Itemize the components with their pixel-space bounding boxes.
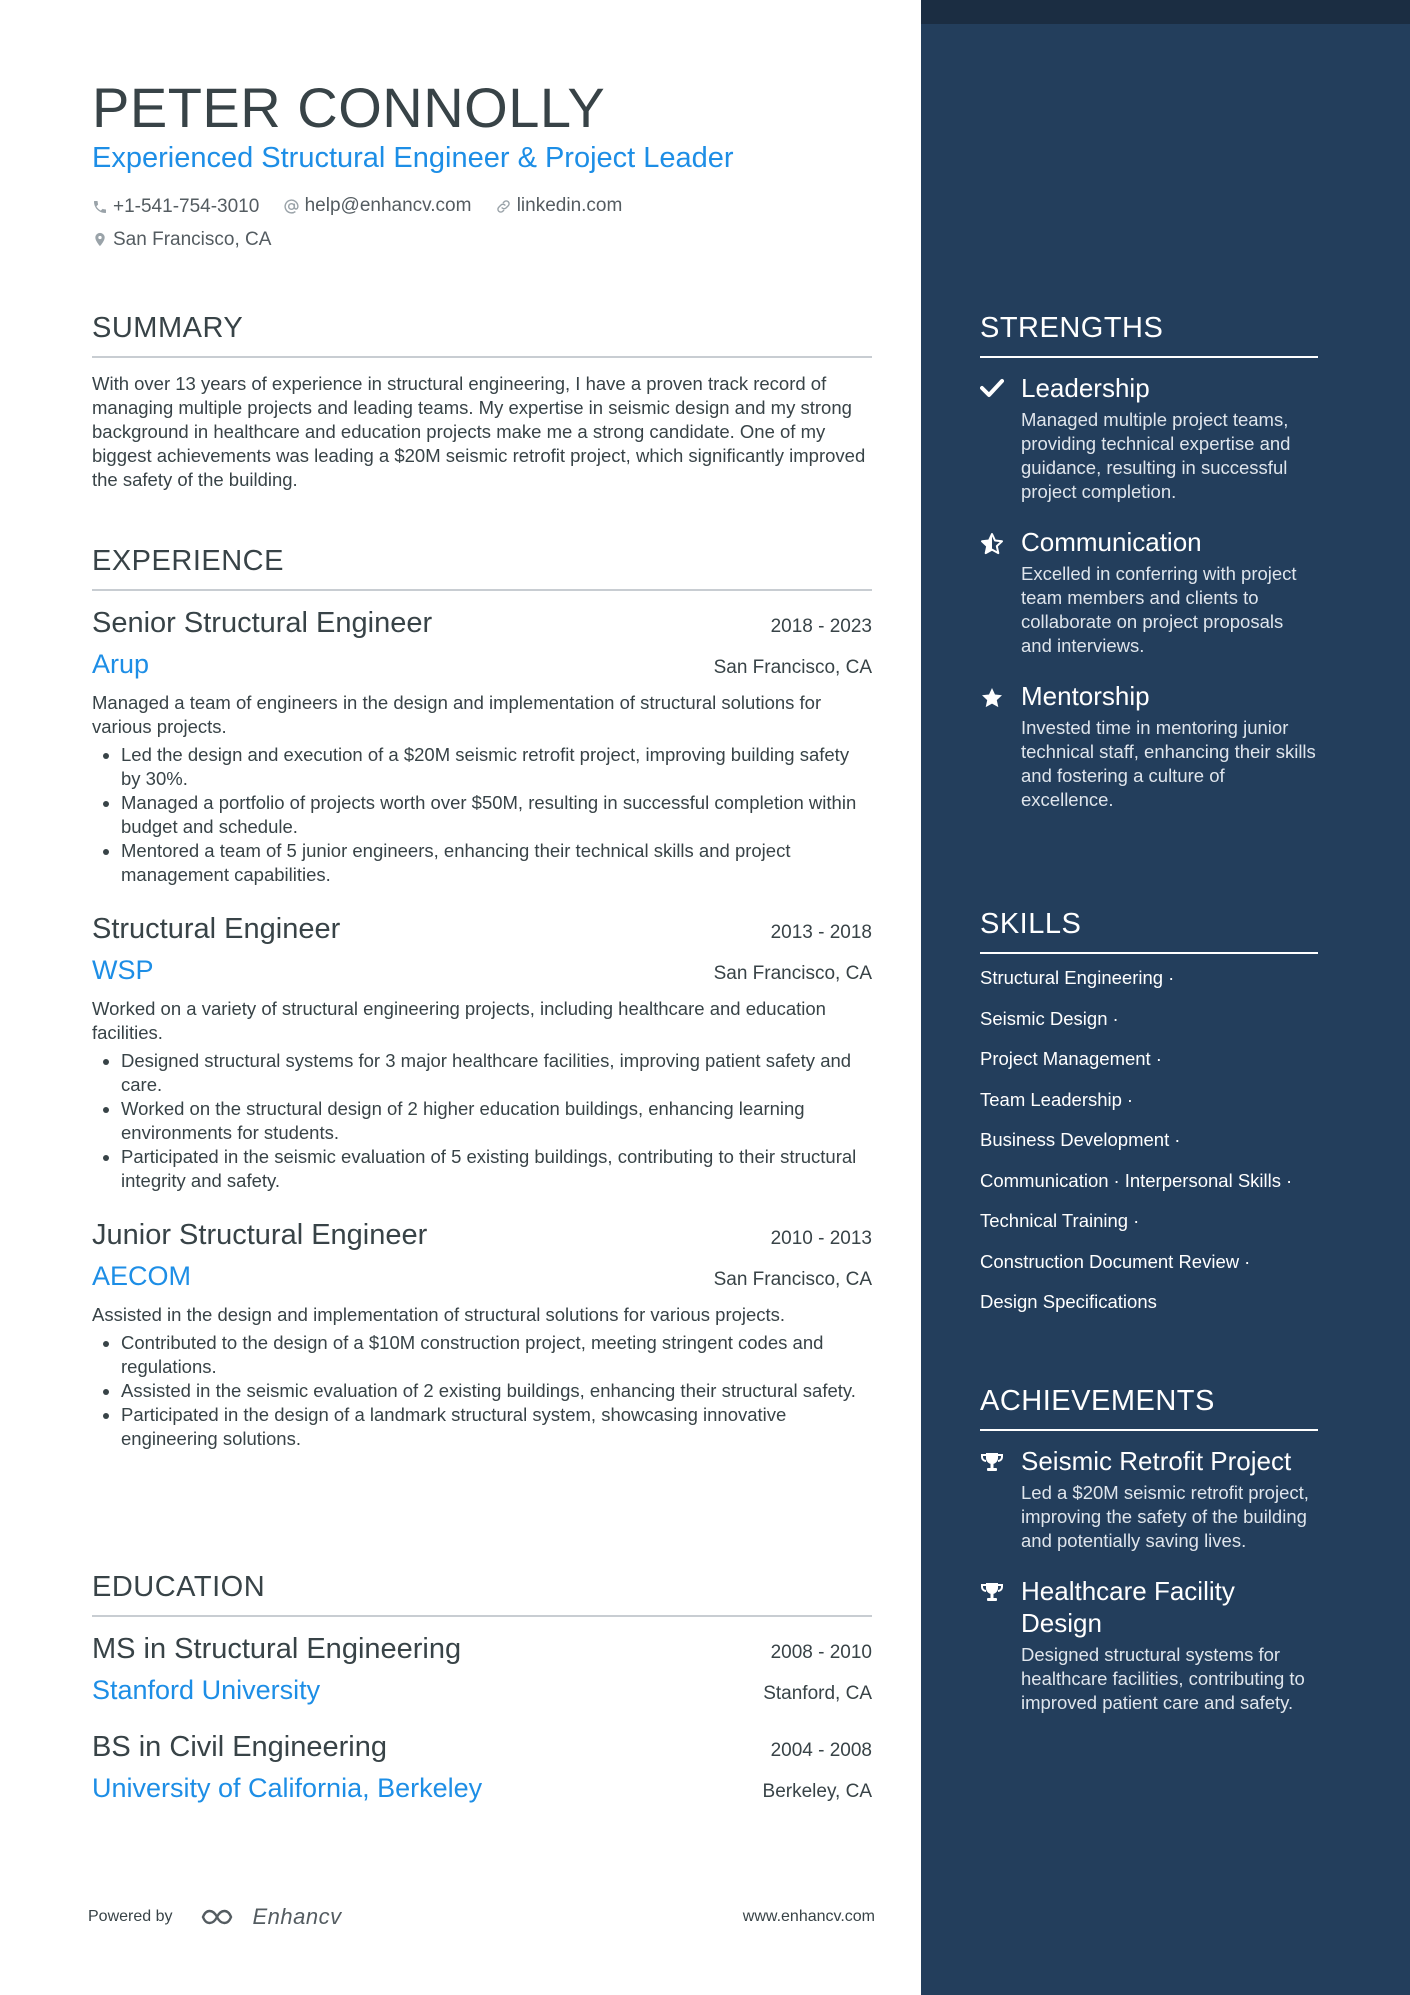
strength-text: Managed multiple project teams, providing technical expertise and guidance, resulting in successful project completion. (1021, 409, 1291, 502)
education-entry (92, 1631, 872, 1707)
linkedin-contact[interactable] (495, 193, 623, 219)
checkmark-icon (980, 378, 1004, 398)
education-dates: 2004 - 2008 (770, 1740, 872, 1761)
experience-section (92, 543, 872, 1451)
skill-tag: Seismic Design (980, 1007, 1108, 1029)
education-entry (92, 1729, 872, 1805)
strength-item (980, 526, 1318, 658)
list-item: • Assisted in the seismic evaluation of 2 existing buildings, enhancing their structural safety. (121, 1379, 872, 1403)
job-title: Junior Structural Engineer (92, 1219, 428, 1251)
at-icon (283, 198, 300, 215)
contact-info (92, 193, 640, 256)
job-dates: 2018 - 2023 (770, 616, 872, 637)
candidate-name: PETER CONNOLLY (92, 76, 606, 139)
list-item: • Participated in the seismic evaluation of 5 existing buildings, contributing to their structural integrity and safety. (121, 1145, 872, 1193)
list-item: • Led the design and execution of a $20M seismic retrofit project, improving building safety by 30%. (121, 743, 872, 791)
strength-item (980, 372, 1318, 504)
job-entry (92, 911, 872, 1193)
linkedin-text: linkedin.com (516, 195, 623, 216)
skills-heading: SKILLS (980, 906, 1318, 954)
strengths-section (980, 310, 1318, 812)
location-text: San Francisco, CA (113, 228, 272, 250)
school-name: University of California, Berkeley (92, 1773, 483, 1803)
job-description: Worked on a variety of structural engineering projects, including healthcare and education facilities. (92, 998, 826, 1043)
achievement-text: Designed structural systems for healthcare facilities, contributing to improved patient care and safety. (1021, 1644, 1305, 1713)
strength-text: Invested time in mentoring junior technical staff, enhancing their skills and fostering a culture of excellence. (1021, 717, 1316, 810)
phone-text: +1-541-754-3010 (113, 195, 260, 217)
summary-text: With over 13 years of experience in structural engineering, I have a proven track record of managing multiple projects and leading teams. My expertise in seismic design and my strong background in healthcare and education projects make me a strong candidate. One of my biggest achievements was leading a $20M seismic retrofit project, which significantly improved the safety of the building. (92, 373, 866, 490)
job-location: San Francisco, CA (713, 657, 872, 678)
job-entry (92, 1217, 872, 1451)
achievement-title: Seismic Retrofit Project (1021, 1446, 1292, 1476)
school-location: Stanford, CA (763, 1683, 872, 1704)
candidate-title: Experienced Structural Engineer & Project Leader (92, 142, 734, 174)
skills-list: Structural Engineering · Seismic Design · Project Management · Team Leadership · Business Development · Communication · Interpersonal Skills · Technical Training · Construction Document Review · Design Specifications (980, 967, 1293, 1312)
job-company: WSP (92, 955, 154, 985)
summary-section (92, 310, 872, 492)
experience-heading: EXPERIENCE (92, 543, 872, 591)
strength-title: Leadership (1021, 373, 1150, 403)
job-description: Assisted in the design and implementation of structural solutions for various projects. (92, 1304, 786, 1325)
list-item: • Participated in the design of a landmark structural system, showcasing innovative engineering solutions. (121, 1403, 872, 1451)
job-title: Structural Engineer (92, 913, 341, 945)
footer (88, 1904, 875, 1930)
achievement-text: Led a $20M seismic retrofit project, improving the safety of the building and potentially saving lives. (1021, 1482, 1309, 1551)
skill-tag: Project Management (980, 1048, 1151, 1069)
list-item: • Designed structural systems for 3 major healthcare facilities, improving patient safety and care. (121, 1049, 872, 1097)
list-item: • Mentored a team of 5 junior engineers, enhancing their technical skills and project management capabilities. (121, 839, 872, 887)
enhancv-brand: Enhancv (252, 1904, 342, 1929)
job-dates: 2010 - 2013 (770, 1228, 872, 1249)
summary-heading: SUMMARY (92, 310, 872, 358)
list-item: • Managed a portfolio of projects worth over $50M, resulting in successful completion within budget and schedule. (121, 791, 872, 839)
email-contact[interactable] (283, 193, 472, 219)
job-bullets (92, 743, 872, 887)
job-title: Senior Structural Engineer (92, 607, 433, 639)
sidebar-top-bar (921, 0, 1410, 24)
achievement-item (980, 1445, 1318, 1553)
skill-tag: Construction Document Review (980, 1250, 1240, 1272)
strengths-heading: STRENGTHS (980, 310, 1318, 358)
job-bullets (92, 1331, 872, 1451)
location-contact (92, 227, 271, 253)
education-dates: 2008 - 2010 (770, 1642, 872, 1663)
skill-tag: Team Leadership (980, 1088, 1122, 1110)
school-name: Stanford University (92, 1675, 321, 1705)
job-location: San Francisco, CA (713, 1269, 872, 1290)
location-pin-icon (92, 231, 108, 248)
education-heading: EDUCATION (92, 1569, 872, 1617)
skill-tag: Interpersonal Skills (1124, 1169, 1281, 1191)
job-dates: 2013 - 2018 (770, 922, 872, 943)
job-description: Managed a team of engineers in the design and implementation of structural solutions for various projects. (92, 692, 822, 737)
skills-section (980, 906, 1318, 1331)
degree-title: BS in Civil Engineering (92, 1731, 387, 1763)
enhancv-logo-icon (199, 1905, 245, 1929)
strength-title: Communication (1021, 527, 1202, 557)
half-star-icon (980, 532, 1004, 556)
skill-tag: Business Development (980, 1129, 1170, 1150)
strength-item (980, 680, 1318, 812)
powered-by-text: Powered by (88, 1908, 173, 1925)
degree-title: MS in Structural Engineering (92, 1633, 462, 1665)
list-item: • Worked on the structural design of 2 higher education buildings, enhancing learning environments for students. (121, 1097, 872, 1145)
job-company: Arup (92, 649, 150, 679)
job-entry (92, 605, 872, 887)
strength-title: Mentorship (1021, 681, 1150, 711)
website-link[interactable]: www.enhancv.com (742, 1908, 875, 1925)
trophy-icon (980, 1581, 1004, 1603)
job-location: San Francisco, CA (713, 963, 872, 984)
link-icon (495, 198, 512, 215)
skill-tag: Communication (980, 1169, 1109, 1191)
trophy-icon (980, 1451, 1004, 1473)
skill-tag: Design Specifications (980, 1291, 1157, 1312)
phone-contact[interactable] (92, 194, 259, 220)
job-bullets (92, 1049, 872, 1193)
education-section (92, 1569, 872, 1805)
job-company: AECOM (92, 1261, 192, 1291)
achievements-section (980, 1383, 1318, 1715)
enhancv-logo[interactable] (199, 1904, 342, 1930)
achievement-title: Healthcare Facility Design (1021, 1576, 1235, 1638)
achievement-item (980, 1575, 1318, 1715)
skill-tag: Structural Engineering (980, 967, 1164, 988)
email-text: help@enhancv.com (304, 195, 472, 216)
achievements-heading: ACHIEVEMENTS (980, 1383, 1318, 1431)
strength-text: Excelled in conferring with project team members and clients to collaborate on project proposals and interviews. (1021, 563, 1297, 656)
skill-tag: Technical Training (980, 1210, 1129, 1231)
school-location: Berkeley, CA (762, 1781, 872, 1802)
list-item: • Contributed to the design of a $10M construction project, meeting stringent codes and regulations. (121, 1331, 872, 1379)
phone-icon (92, 199, 108, 215)
star-icon (980, 686, 1004, 710)
